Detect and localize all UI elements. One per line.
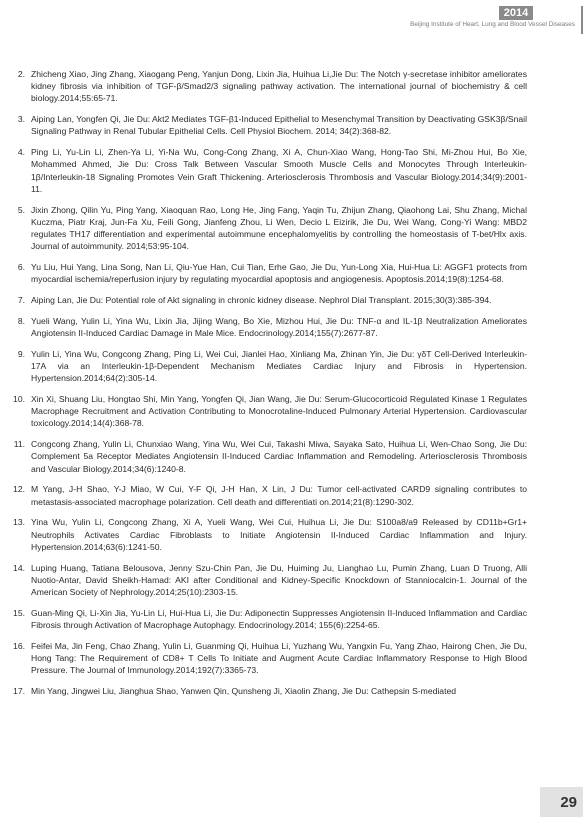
reference-text: Yina Wu, Yulin Li, Congcong Zhang, Xi A, Yueli Wang, Wei Cui, Huihua Li, Jie Du: S100a8/a9 Released by CD11b+Gr1+ Neutrophils Activates Cardiac Fibroblasts to Initiate Angiotensin II-Induced Cardiac Inflammation and Injury. Hypertension.2014;63(6):1241-50. — [31, 517, 527, 552]
reference-item — [9, 640, 527, 677]
reference-number: 8. — [17, 315, 25, 326]
reference-item — [9, 393, 527, 430]
reference-text: Yueli Wang, Yulin Li, Yina Wu, Lixin Jia, Jijing Wang, Bo Xie, Mizhou Hui, Jie Du: TNF-α and IL-1β Neutralization Ameliorates Angiotensin II-Induced Cardiac Damage in Male Mice. Endocrinology.2014;155(7):2677-87. — [31, 315, 527, 339]
reference-text: Yu Liu, Hui Yang, Lina Song, Nan Li, Qiu-Yue Han, Cui Tian, Erhe Gao, Jie Du, Yun-Long Xia, Hui-Hua Li: AGGF1 protects from myocardial ischemia/reperfusion injury by regulating myocardial apoptosis and angiogenesis. Apoptosis.2014;19(8):1254-68. — [31, 262, 527, 285]
reference-number: 11. — [13, 439, 25, 450]
reference-text: Min Yang, Jingwei Liu, Jianghua Shao, Yanwen Qin, Qunsheng Ji, Xiaolin Zhang, Jie Du: Cathepsin S-mediated — [31, 686, 457, 697]
reference-text: Yulin Li, Yina Wu, Congcong Zhang, Ping Li, Wei Cui, Jianlei Hao, Xinliang Ma, Zhinan Yin, Jie Du: γδT Cell-Derived Interleukin-17A via an Interleukin-1β-Dependent Mechanism Mediates Cardiac Injury and Fibrosis in Hypertension. Hypertension.2014;64(2):305-14. — [31, 348, 527, 384]
reference-item — [9, 348, 527, 385]
reference-list — [9, 68, 527, 706]
reference-item — [9, 562, 527, 599]
reference-text: Luping Huang, Tatiana Belousova, Jenny Szu-Chin Pan, Jie Du, Huiming Ju, Lianghao Lu, Pumin Zhang, Luan D Truong, Alli Nuotio-Antar, David Sheikh-Hamad: AKI after Conditional and Kidney-Specific Knockdown of Stanniocalcin-1. Journal of the American Society of Nephrology.2014;25(10):2303-15. — [31, 562, 527, 598]
reference-number: 7. — [17, 295, 25, 306]
reference-text: Xin Xi, Shuang Liu, Hongtao Shi, Min Yang, Yongfen Qi, Jian Wang, Jie Du: Serum-Glucocorticoid Regulated Kinase 1 Regulates Macrophage Recruitment and Activation Contributing to Monocrotaline-Induced Pulmonary Arterial Hypertension. Cardiovascular toxicology.2014;14(4):368-78. — [31, 394, 527, 429]
reference-item — [9, 68, 527, 105]
reference-number: 13. — [13, 517, 25, 528]
institute-name: Beijing Institute of Heart, Lung and Blood Vessel Diseases — [410, 21, 575, 28]
reference-number: 6. — [17, 262, 25, 273]
reference-text: M Yang, J-H Shao, Y-J Miao, W Cui, Y-F Qi, J-H Han, X Lin, J Du: Tumor cell-activated CARD9 signaling contributes to metastasis-associated macrophage polarization. Cell death and differentiati on.2014;21(8):1290-302. — [31, 484, 527, 507]
reference-number: 3. — [17, 114, 25, 125]
reference-number: 12. — [13, 484, 25, 495]
reference-text: Guan-Ming Qi, Li-Xin Jia, Yu-Lin Li, Hui-Hua Li, Jie Du: Adiponectin Suppresses Angiotensin II-Induced Inflammation and Cardiac Fibrosis through Activation of Macrophage Autophagy. Endocrinology.2014; 155(6):2254-65. — [31, 607, 527, 631]
reference-text: Aiping Lan, Jie Du: Potential role of Akt signaling in chronic kidney disease. Nephrol Dial Transplant. 2015;30(3):385-394. — [31, 295, 492, 306]
reference-number: 15. — [13, 607, 25, 618]
reference-number: 10. — [13, 394, 25, 405]
reference-text: Feifei Ma, Jin Feng, Chao Zhang, Yulin Li, Guanming Qi, Huihua Li, Yuzhang Wu, Yangxin Fu, Yang Zhao, Hairong Chen, Jie Du, Hong Tang: The Requirement of CD8+ T Cells To Initiate and Augment Acute Cardiac Inflammatory Response to High Blood Pressure. The Journal of Immunology.2014;192(7):3365-73. — [31, 640, 527, 676]
reference-item — [9, 607, 527, 631]
reference-text: Ping Li, Yu-Lin Li, Zhen-Ya Li, Yi-Na Wu, Cong-Cong Zhang, Xi A, Chun-Xiao Wang, Hong-Tao Shi, Mi-Zhou Hui, Bo Xie, Mohammed Ahmed, Jie Du: Cross Talk Between Vascular Smooth Muscle Cells and Monocytes Through Interleukin-1β/Interleukin-18 Signaling Promotes Vein Graft Thickening. Arteriosclerosis Thrombosis and Vascular Biology.2014;34(9):2001-11. — [31, 147, 527, 194]
reference-item — [9, 113, 527, 137]
reference-number: 2. — [17, 69, 25, 79]
reference-item — [9, 261, 527, 285]
reference-number: 4. — [17, 147, 25, 158]
reference-number: 14. — [13, 562, 25, 573]
reference-item — [9, 483, 527, 507]
reference-number: 5. — [17, 204, 25, 215]
reference-item — [9, 294, 527, 306]
reference-text: Aiping Lan, Yongfen Qi, Jie Du: Akt2 Mediates TGF-β1-Induced Epithelial to Mesenchymal Transition by Deactivating GSK3β/Snail Signaling Pathway in Renal Tubular Epithelial Cells. Cell Physiol Biochem. 2014; 34(2):368-82. — [31, 114, 527, 137]
reference-number: 9. — [17, 348, 25, 359]
reference-number: 16. — [13, 640, 25, 651]
page-number: 29 — [560, 794, 577, 811]
reference-item — [9, 438, 527, 475]
reference-item — [9, 516, 527, 553]
reference-item — [9, 146, 527, 195]
reference-number: 17. — [13, 686, 25, 697]
reference-text: Zhicheng Xiao, Jing Zhang, Xiaogang Peng, Yanjun Dong, Lixin Jia, Huihua Li,Jie Du: The Notch γ-secretase inhibitor ameliorates kidney fibrosis via inhibition of TGF-β/Smad2/3 signaling pathway activation. The international journal of biochemistry & cell biology.2014;55:65-71. — [31, 69, 527, 104]
reference-text: Congcong Zhang, Yulin Li, Chunxiao Wang, Yina Wu, Wei Cui, Takashi Miwa, Sayaka Sato, Huihua Li, Wen-Chao Song, Jie Du: Complement 5a Receptor Mediates Angiotensin II-Induced Cardiac Inflammation and Remodeling. Arteriosclerosis Thrombosis and Vascular Biology.2014;34(6):1240-8. — [31, 439, 527, 474]
reference-item — [9, 204, 527, 253]
year-badge: 2014 — [499, 6, 533, 20]
reference-item — [9, 685, 527, 697]
reference-item — [9, 315, 527, 339]
reference-text: Jixin Zhong, Qilin Yu, Ping Yang, Xiaoquan Rao, Long He, Jing Fang, Yaqin Tu, Zhijun Zhang, Qiaohong Lai, Shu Zhang, Michal Kuczma, Piatr Kraj, Jun-Fa Xu, Feili Gong, Jianfeng Zhou, Li Wen, Decio L Eizirik, Jie Du, Wei Wang, Cong-Yi Wang: MBD2 regulates TH17 differentiation and experimental autoimmune encephalomyelitis by controlling the homeostasis of T-bet/Hlx axis. Journal of autoimmunity. 2014;53:95-104. — [31, 204, 527, 252]
